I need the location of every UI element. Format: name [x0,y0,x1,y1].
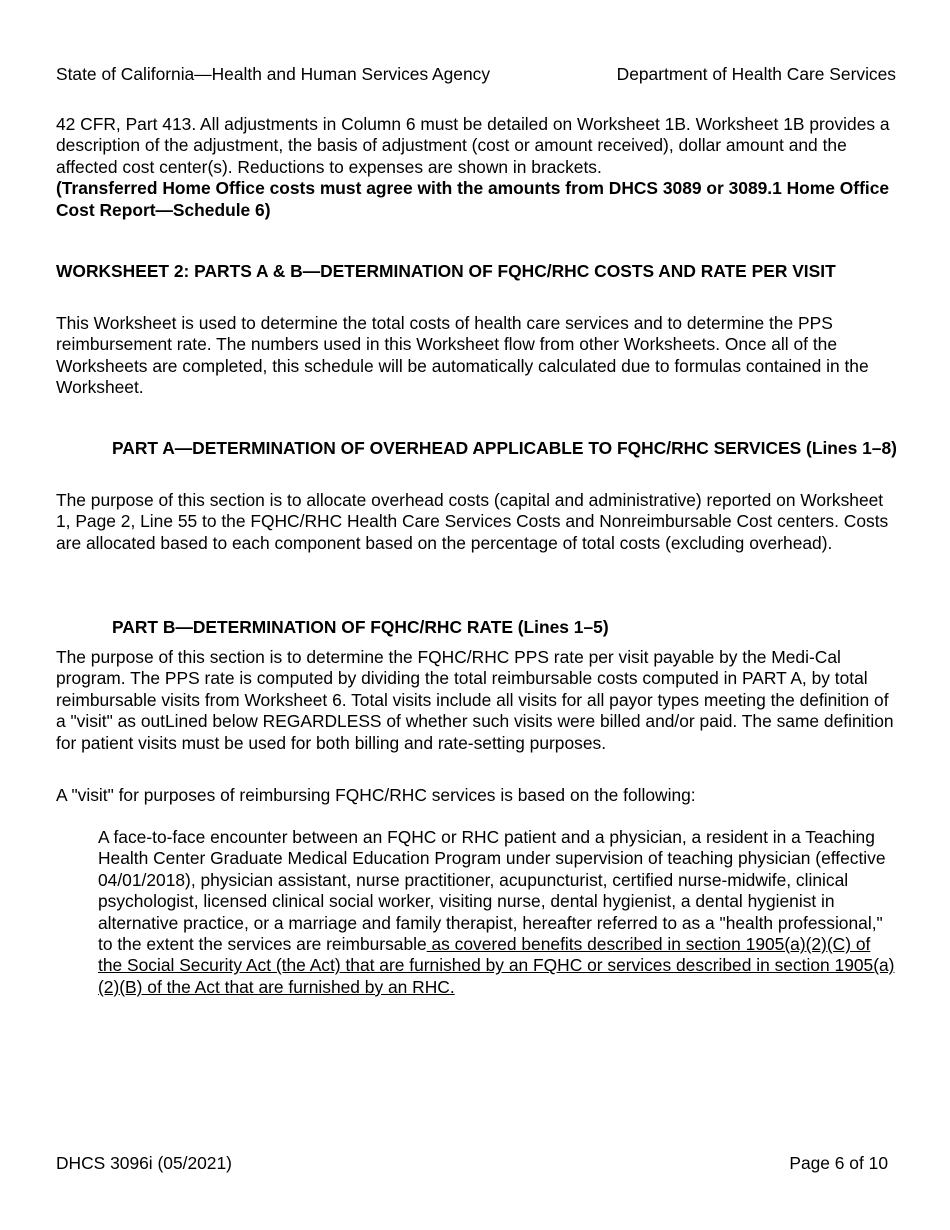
visit-definition [98,827,898,998]
part-a-heading: PART A—DETERMINATION OF OVERHEAD APPLICABLE TO FQHC/RHC SERVICES (Lines 1–8) [112,438,897,458]
header-department: Department of Health Care Services [616,64,896,84]
visit-definition-text: A face-to-face encounter between an FQHC or RHC patient and a physician, a resident in a Teaching Health Center Graduate Medical Education Program under supervision of teaching physician (effective 04/01/2018), physician assistant, nurse practitioner, acupuncturist, certified nurse-midwife, clinical psychologist, licensed clinical social worker, visiting nurse, dental hygienist, a dental hygienist in alternative practice, or a marriage and family therapist, hereafter referred to as a "health professional," to the extent the services are reimbursable [98,827,886,955]
intro-paragraph [56,114,901,221]
visit-definition-underlined: as covered benefits described in section 1905(a)(2)(C) of the Social Security Act (the Act) that are furnished by an FQHC or services described in section 1905(a)(2)(B) of the Act that are furnished by an RHC. [98,934,895,997]
footer-form-id: DHCS 3096i (05/2021) [56,1153,232,1173]
intro-text: 42 CFR, Part 413. All adjustments in Column 6 must be detailed on Worksheet 1B. Worksheet 1B provides a description of the adjustment, the basis of adjustment (cost or amount received), dollar amount and the affected cost center(s). Reductions to expenses are shown in brackets. [56,114,890,177]
page-footer [56,1153,888,1174]
header-agency: State of California—Health and Human Services Agency [56,64,491,84]
visit-intro: A "visit" for purposes of reimbursing FQHC/RHC services is based on the following: [56,785,696,805]
part-a-paragraph: The purpose of this section is to allocate overhead costs (capital and administrative) reported on Worksheet 1, Page 2, Line 55 to the FQHC/RHC Health Care Services Costs and Nonreimbursable Cost centers. Costs are allocated based to each component based on the percentage of total costs (excluding overhead). [56,490,889,553]
worksheet2-heading: WORKSHEET 2: PARTS A & B—DETERMINATION OF FQHC/RHC COSTS AND RATE PER VISIT [56,261,836,281]
intro-bold-note: (Transferred Home Office costs must agree with the amounts from DHCS 3089 or 3089.1 Home Office Cost Report—Schedule 6) [56,178,890,220]
footer-page-number: Page 6 of 10 [789,1153,888,1173]
worksheet2-paragraph: This Worksheet is used to determine the total costs of health care services and to determine the PPS reimbursement rate. The numbers used in this Worksheet flow from other Worksheets. Once all of the Worksheets are completed, this schedule will be automatically calculated due to formulas contained in the Worksheet. [56,313,869,398]
part-b-paragraph: The purpose of this section is to determine the FQHC/RHC PPS rate per visit payable by the Medi-Cal program. The PPS rate is computed by dividing the total reimbursable costs computed in PART A, by total reimbursable visits from Worksheet 6. Total visits include all visits for all payor types meeting the definition of a "visit" as outLined below REGARDLESS of whether such visits were billed and/or paid. The same definition for patient visits must be used for both billing and rate-setting purposes. [56,647,894,753]
page-header [56,64,896,85]
part-b-heading: PART B—DETERMINATION OF FQHC/RHC RATE (Lines 1–5) [112,617,609,637]
